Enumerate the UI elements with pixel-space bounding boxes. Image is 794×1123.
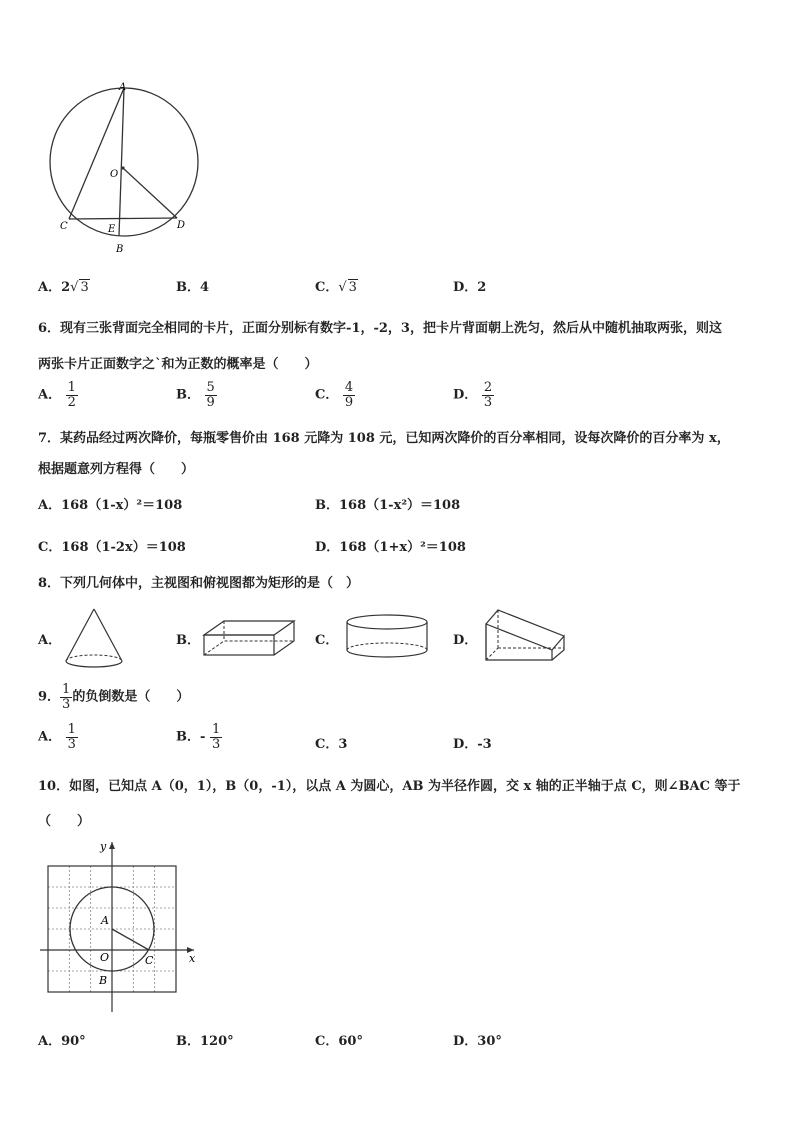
q5-option-c: C．√ 3 xyxy=(315,280,357,295)
q5-option-b: B．4 xyxy=(176,280,210,295)
cylinder-figure xyxy=(342,612,432,662)
q10-option-a: A．90° xyxy=(38,1034,86,1049)
coordinate-grid-figure xyxy=(34,836,204,1018)
label-A: A xyxy=(119,82,127,93)
q10-option-d: D．30° xyxy=(453,1034,502,1049)
q6-option-b: B． $\frac{5}{9}$ xyxy=(176,380,215,410)
label-E: E xyxy=(108,224,116,235)
q7-option-b: B．168（1-x²）＝108 xyxy=(315,498,461,513)
q7-option-d: D．168（1+x）²＝108 xyxy=(315,540,466,555)
point-C-label: C xyxy=(145,954,154,967)
cone-figure xyxy=(62,606,128,670)
q6-stem-line2: 两张卡片正面数字之`和为正数的概率是（ ） xyxy=(38,357,318,372)
q9-option-a: A． $\frac{1}{3}$ xyxy=(38,722,76,752)
axis-y-label: y xyxy=(100,840,107,853)
q6-stem-line1: 6．现有三张背面完全相同的卡片，正面分别标有数字-1，-2，3，把卡片背面朝上洗匀，然后从中随机抽取两张，则这 xyxy=(38,321,722,336)
q9-stem: 9． $\frac{1}{3}$ 的负倒数是（ ） xyxy=(38,682,190,712)
q5-option-d: D．2 xyxy=(453,280,487,295)
q10-stem-line1: 10．如图，已知点 A（0，1），B（0，-1），以点 A 为圆心，AB 为半径作圆，交 x 轴的正半轴于点 C，则∠BAC 等于 xyxy=(38,779,741,794)
label-C: C xyxy=(60,221,68,232)
q5-option-a: A．2√ 3 xyxy=(38,280,89,295)
q8-option-c-label: C． xyxy=(315,633,339,648)
q8-option-a-label: A． xyxy=(38,633,62,648)
q6-option-a: A． $\frac{1}{2}$ xyxy=(38,380,76,410)
point-A-label: A xyxy=(101,914,109,927)
q10-stem-line2: （ ） xyxy=(38,814,91,829)
q8-option-d-label: D． xyxy=(453,633,478,648)
q9-option-d: D．-3 xyxy=(453,737,492,752)
label-O: O xyxy=(110,169,119,180)
label-B: B xyxy=(116,244,124,255)
point-B-label: B xyxy=(99,974,108,987)
q10-option-c: C．60° xyxy=(315,1034,363,1049)
cuboid-figure xyxy=(198,615,300,661)
q9-option-c: C．3 xyxy=(315,737,348,752)
prism-figure xyxy=(480,606,570,664)
point-O-label: O xyxy=(100,951,110,964)
q6-option-d: D． $\frac{2}{3}$ xyxy=(453,380,493,410)
q7-option-c: C．168（1-2x）＝108 xyxy=(38,540,186,555)
circle-chord-figure xyxy=(40,82,220,258)
label-D: D xyxy=(177,220,186,231)
q8-option-b-label: B． xyxy=(176,633,200,648)
q9-option-b: B．- $\frac{1}{3}$ xyxy=(176,722,221,752)
q6-option-c: C． $\frac{4}{9}$ xyxy=(315,380,354,410)
q7-stem-line2: 根据题意列方程得（ ） xyxy=(38,462,195,477)
axis-x-label: x xyxy=(189,952,196,965)
q8-stem: 8．下列几何体中，主视图和俯视图都为矩形的是（ ） xyxy=(38,576,360,591)
q7-stem-line1: 7．某药品经过两次降价，每瓶零售价由 168 元降为 108 元，已知两次降价的百分率相同，设每次降价的百分率为 x， xyxy=(38,431,730,446)
q7-option-a: A．168（1-x）²＝108 xyxy=(38,498,183,513)
q10-option-b: B．120° xyxy=(176,1034,234,1049)
